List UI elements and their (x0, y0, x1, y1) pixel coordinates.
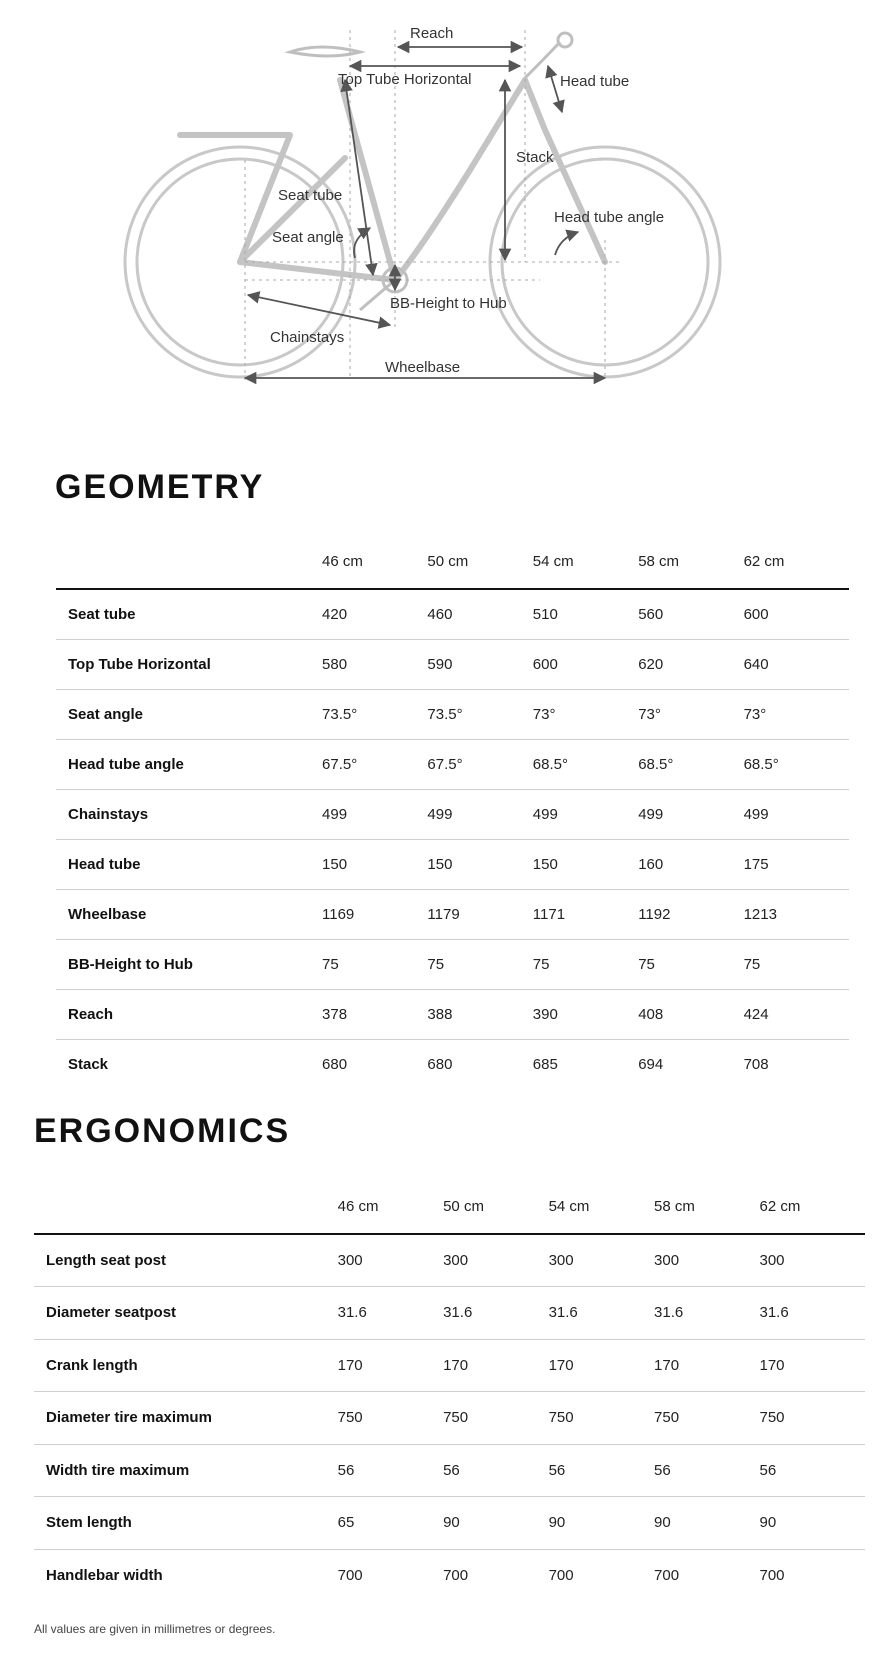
cell: 700 (443, 1567, 469, 1584)
cell: 390 (533, 989, 638, 1039)
cell: 750 (654, 1392, 759, 1445)
ergonomics-header-row (34, 1180, 865, 1234)
cell: 1192 (638, 889, 743, 939)
label-wheelbase: Wheelbase (385, 359, 461, 376)
cell: 68.5° (533, 739, 638, 789)
table-row (56, 639, 849, 689)
row-label: Handlebar width (46, 1567, 163, 1584)
cell: 640 (744, 639, 849, 689)
cell: 499 (322, 789, 427, 839)
cell: 700 (548, 1567, 574, 1584)
cell: 31.6 (549, 1287, 654, 1340)
row-label: Head tube (56, 839, 322, 889)
cell: 300 (654, 1234, 759, 1287)
cell: 1169 (322, 889, 427, 939)
cell: 460 (427, 589, 532, 639)
cell: 499 (427, 789, 532, 839)
label-top-tube-horizontal: Top Tube Horizontal (338, 71, 472, 88)
cell: 73° (638, 689, 743, 739)
bike-illustration (0, 0, 895, 400)
header-size: 58 cm (654, 1180, 759, 1234)
cell: 708 (743, 1055, 769, 1073)
table-row (56, 889, 849, 939)
header-empty (56, 535, 322, 589)
cell: 300 (443, 1234, 548, 1287)
header-size: 46 cm (338, 1180, 443, 1234)
header-size: 54 cm (533, 535, 638, 589)
header-size: 62 cm (760, 1180, 866, 1234)
cell: 65 (338, 1497, 443, 1550)
cell: 56 (338, 1444, 443, 1497)
cell: 750 (443, 1392, 548, 1445)
label-chainstays: Chainstays (270, 329, 345, 346)
row-label: Crank length (34, 1339, 338, 1392)
footnote: All values are given in millimetres or degrees. (34, 1622, 276, 1636)
cell: 67.5° (322, 739, 427, 789)
cell: 75 (744, 939, 849, 989)
cell: 590 (427, 639, 532, 689)
cell: 175 (744, 839, 849, 889)
table-row (34, 1287, 865, 1340)
label-reach: Reach (410, 25, 454, 42)
ergonomics-title: ERGONOMICS (34, 1112, 291, 1150)
table-row (34, 1549, 865, 1602)
table-row (34, 1339, 865, 1392)
header-size: 54 cm (549, 1180, 654, 1234)
header-size: 50 cm (443, 1180, 548, 1234)
row-label: Seat angle (56, 689, 322, 739)
cell: 68.5° (744, 739, 849, 789)
label-head-tube: Head tube (560, 73, 630, 90)
cell: 75 (638, 939, 743, 989)
cell: 1179 (427, 889, 532, 939)
label-seat-angle: Seat angle (272, 229, 344, 246)
cell: 510 (533, 589, 638, 639)
table-row (56, 939, 849, 989)
row-label: BB-Height to Hub (56, 939, 322, 989)
cell: 694 (638, 1055, 664, 1073)
table-row (56, 1039, 849, 1089)
table-row (56, 689, 849, 739)
row-label: Wheelbase (56, 889, 322, 939)
ergonomics-table (34, 1180, 865, 1602)
cell: 31.6 (443, 1287, 548, 1340)
cell: 90 (654, 1497, 759, 1550)
row-label: Stack (68, 1055, 109, 1073)
label-seat-tube: Seat tube (278, 187, 343, 204)
cell: 75 (322, 939, 427, 989)
cell: 685 (532, 1055, 558, 1073)
cell: 499 (744, 789, 849, 839)
table-row (56, 989, 849, 1039)
cell: 700 (654, 1567, 680, 1584)
cell: 56 (760, 1444, 866, 1497)
cell: 750 (760, 1392, 866, 1445)
cell: 170 (760, 1339, 866, 1392)
cell: 75 (427, 939, 532, 989)
geometry-title: GEOMETRY (55, 468, 265, 506)
geometry-table (56, 535, 849, 1089)
cell: 56 (654, 1444, 759, 1497)
row-label: Seat tube (56, 589, 322, 639)
table-row (56, 839, 849, 889)
row-label: Top Tube Horizontal (56, 639, 322, 689)
cell: 90 (760, 1497, 866, 1550)
cell: 73.5° (322, 689, 427, 739)
cell: 300 (549, 1234, 654, 1287)
header-size: 50 cm (427, 535, 532, 589)
row-label: Stem length (34, 1497, 338, 1550)
cell: 150 (322, 839, 427, 889)
cell: 424 (744, 989, 849, 1039)
cell: 620 (638, 639, 743, 689)
row-label: Head tube angle (56, 739, 322, 789)
cell: 90 (443, 1497, 548, 1550)
label-head-tube-angle: Head tube angle (554, 209, 665, 226)
cell: 67.5° (427, 739, 532, 789)
row-label: Length seat post (34, 1234, 338, 1287)
table-row (34, 1444, 865, 1497)
cell: 680 (427, 1055, 453, 1073)
bike-geometry-diagram (0, 0, 895, 400)
cell: 420 (322, 589, 427, 639)
cell: 499 (533, 789, 638, 839)
cell: 73° (744, 689, 849, 739)
cell: 580 (322, 639, 427, 689)
cell: 73° (533, 689, 638, 739)
table-row (34, 1392, 865, 1445)
row-label: Diameter tire maximum (34, 1392, 338, 1445)
cell: 90 (549, 1497, 654, 1550)
cell: 750 (338, 1392, 443, 1445)
cell: 56 (443, 1444, 548, 1497)
row-label: Chainstays (56, 789, 322, 839)
table-row (56, 739, 849, 789)
table-row (56, 589, 849, 639)
header-size: 46 cm (322, 535, 427, 589)
header-size: 62 cm (744, 535, 849, 589)
row-label: Width tire maximum (34, 1444, 338, 1497)
cell: 68.5° (638, 739, 743, 789)
cell: 170 (549, 1339, 654, 1392)
cell: 408 (638, 989, 743, 1039)
cell: 600 (744, 589, 849, 639)
cell: 700 (759, 1567, 785, 1584)
label-stack: Stack (516, 149, 554, 166)
cell: 300 (338, 1234, 443, 1287)
cell: 150 (533, 839, 638, 889)
cell: 560 (638, 589, 743, 639)
row-label: Diameter seatpost (34, 1287, 338, 1340)
cell: 73.5° (427, 689, 532, 739)
cell: 150 (427, 839, 532, 889)
cell: 170 (443, 1339, 548, 1392)
cell: 31.6 (654, 1287, 759, 1340)
table-row (34, 1497, 865, 1550)
cell: 388 (427, 989, 532, 1039)
cell: 750 (549, 1392, 654, 1445)
cell: 75 (533, 939, 638, 989)
cell: 56 (549, 1444, 654, 1497)
cell: 170 (338, 1339, 443, 1392)
cell: 160 (638, 839, 743, 889)
cell: 499 (638, 789, 743, 839)
row-label: Reach (56, 989, 322, 1039)
cell: 700 (337, 1567, 363, 1584)
cell: 31.6 (338, 1287, 443, 1340)
cell: 378 (322, 989, 427, 1039)
table-row (56, 789, 849, 839)
cell: 300 (760, 1234, 866, 1287)
cell: 680 (322, 1055, 348, 1073)
cell: 1213 (744, 889, 849, 939)
header-empty (34, 1180, 338, 1234)
cell: 1171 (533, 889, 638, 939)
cell: 600 (533, 639, 638, 689)
table-row (34, 1234, 865, 1287)
cell: 170 (654, 1339, 759, 1392)
geometry-header-row (56, 535, 849, 589)
cell: 31.6 (760, 1287, 866, 1340)
header-size: 58 cm (638, 535, 743, 589)
label-bb-height: BB-Height to Hub (390, 295, 507, 312)
